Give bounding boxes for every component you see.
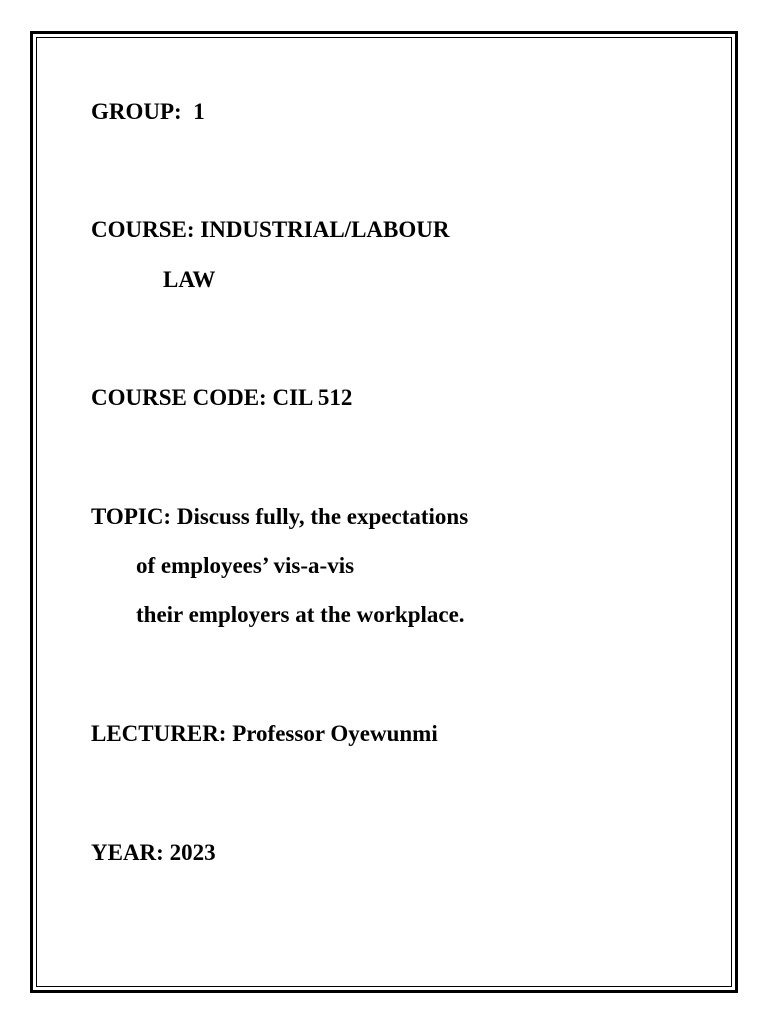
topic-line-3: their employers at the workplace. — [136, 602, 465, 627]
topic-line-1: TOPIC: Discuss fully, the expectations — [91, 504, 469, 529]
course-line-2: LAW — [163, 267, 216, 292]
year-line: YEAR: 2023 — [91, 840, 216, 865]
group-line: GROUP: 1 — [91, 99, 205, 124]
course-line-1: COURSE: INDUSTRIAL/LABOUR — [91, 217, 450, 242]
lecturer-line: LECTURER: Professor Oyewunmi — [91, 721, 438, 746]
course-code-line: COURSE CODE: CIL 512 — [91, 385, 353, 410]
topic-line-2: of employees’ vis-a-vis — [136, 553, 355, 578]
